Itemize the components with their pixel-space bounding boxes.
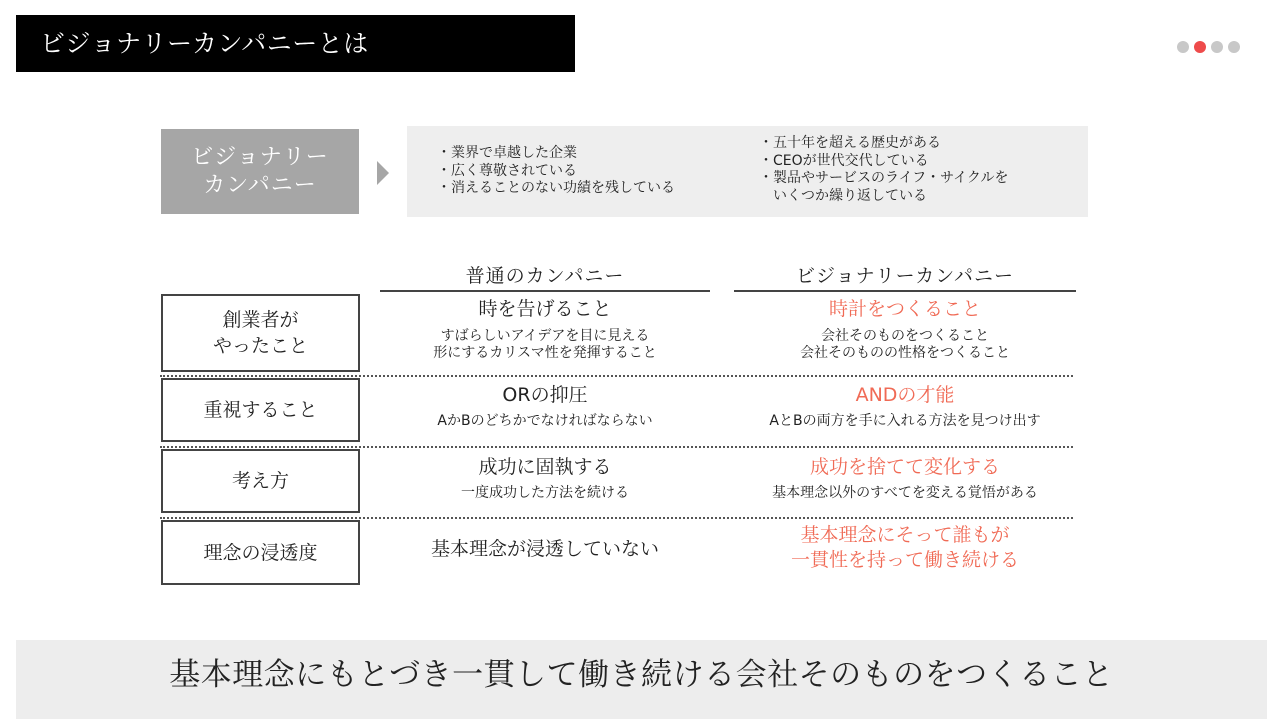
bullet-item: ・業界で卓越した企業 bbox=[437, 145, 577, 161]
cell-main-text: ORの抑圧 bbox=[502, 384, 588, 406]
cell-sub-text: すばらしいアイデアを目に見える bbox=[440, 328, 650, 344]
cell-main-text: 基本理念にそって誰もが bbox=[800, 524, 1010, 546]
cell-normal-focus bbox=[380, 383, 710, 430]
row-label-line: 考え方 bbox=[231, 470, 289, 492]
bullet-item: いくつか繰り返している bbox=[759, 187, 927, 204]
page-dot-4[interactable] bbox=[1228, 41, 1240, 53]
row-label-line: 創業者が bbox=[222, 309, 299, 331]
row-label-focus bbox=[161, 378, 360, 442]
row-label-penetration bbox=[161, 520, 360, 585]
cell-main-text: ANDの才能 bbox=[855, 384, 955, 406]
cell-normal-mindset bbox=[380, 455, 710, 502]
cell-vision-focus bbox=[734, 383, 1076, 430]
definition-label-line-1: ビジョナリー bbox=[191, 144, 329, 170]
cell-sub-text: 会社そのものをつくること bbox=[821, 328, 989, 344]
cell-sub-text: AとBの両方を手に入れる方法を見つけ出す bbox=[769, 413, 1041, 429]
page-dot-3[interactable] bbox=[1211, 41, 1223, 53]
cell-normal-penetration bbox=[380, 537, 710, 562]
slide-title: ビジョナリーカンパニーとは bbox=[16, 15, 575, 72]
cell-sub-text: 基本理念以外のすべてを変える覚悟がある bbox=[772, 485, 1038, 501]
definition-bullets-right bbox=[759, 135, 1008, 205]
cell-main-text: 一貫性を持って働き続ける bbox=[790, 549, 1019, 571]
definition-bullets-left bbox=[437, 145, 675, 198]
bullet-item: ・製品やサービスのライフ・サイクルを bbox=[759, 170, 1009, 186]
bullet-item: ・CEOが世代交代している bbox=[759, 152, 929, 169]
arrow-right-icon bbox=[377, 161, 389, 185]
cell-main-text: 時を告げること bbox=[478, 298, 612, 320]
pagination-dots bbox=[1177, 41, 1240, 53]
cell-main-text: 成功に固執する bbox=[478, 456, 612, 478]
cell-main-text: 時計をつくること bbox=[828, 298, 981, 320]
definition-info-box bbox=[407, 126, 1088, 217]
cell-main-text: 基本理念が浸透していない bbox=[430, 538, 659, 560]
cell-sub-text: 一度成功した方法を続ける bbox=[461, 485, 629, 501]
page-dot-1[interactable] bbox=[1177, 41, 1189, 53]
row-label-founder bbox=[161, 294, 360, 372]
cell-vision-founder bbox=[734, 297, 1076, 362]
conclusion-banner: 基本理念にもとづき一貫して働き続ける会社そのものをつくること bbox=[16, 640, 1267, 719]
cell-sub-text: 形にするカリスマ性を発揮すること bbox=[433, 345, 657, 361]
column-header-visionary: ビジョナリーカンパニー bbox=[734, 262, 1076, 292]
column-header-normal: 普通のカンパニー bbox=[380, 262, 710, 292]
cell-sub-text: AかBのどちかでなければならない bbox=[437, 413, 653, 429]
row-divider bbox=[160, 375, 1073, 377]
row-divider bbox=[160, 446, 1073, 448]
row-label-line: やったこと bbox=[212, 335, 308, 357]
row-label-line: 理念の浸透度 bbox=[203, 541, 318, 564]
bullet-item: ・消えることのない功績を残している bbox=[437, 180, 675, 196]
cell-sub-text: 会社そのものの性格をつくること bbox=[800, 345, 1010, 361]
cell-vision-mindset bbox=[734, 455, 1076, 502]
row-label-mindset bbox=[161, 449, 360, 513]
bullet-item: ・広く尊敬されている bbox=[437, 162, 577, 179]
row-label-line: 重視すること bbox=[203, 399, 318, 421]
definition-label bbox=[161, 129, 359, 214]
cell-vision-penetration bbox=[734, 523, 1076, 573]
definition-label-line-2: カンパニー bbox=[203, 172, 317, 198]
cell-main-text: 成功を捨てて変化する bbox=[809, 456, 1000, 478]
page-dot-2-active[interactable] bbox=[1194, 41, 1206, 53]
bullet-item: ・五十年を超える歴史がある bbox=[759, 135, 941, 151]
cell-normal-founder bbox=[380, 297, 710, 362]
row-divider bbox=[160, 517, 1073, 519]
